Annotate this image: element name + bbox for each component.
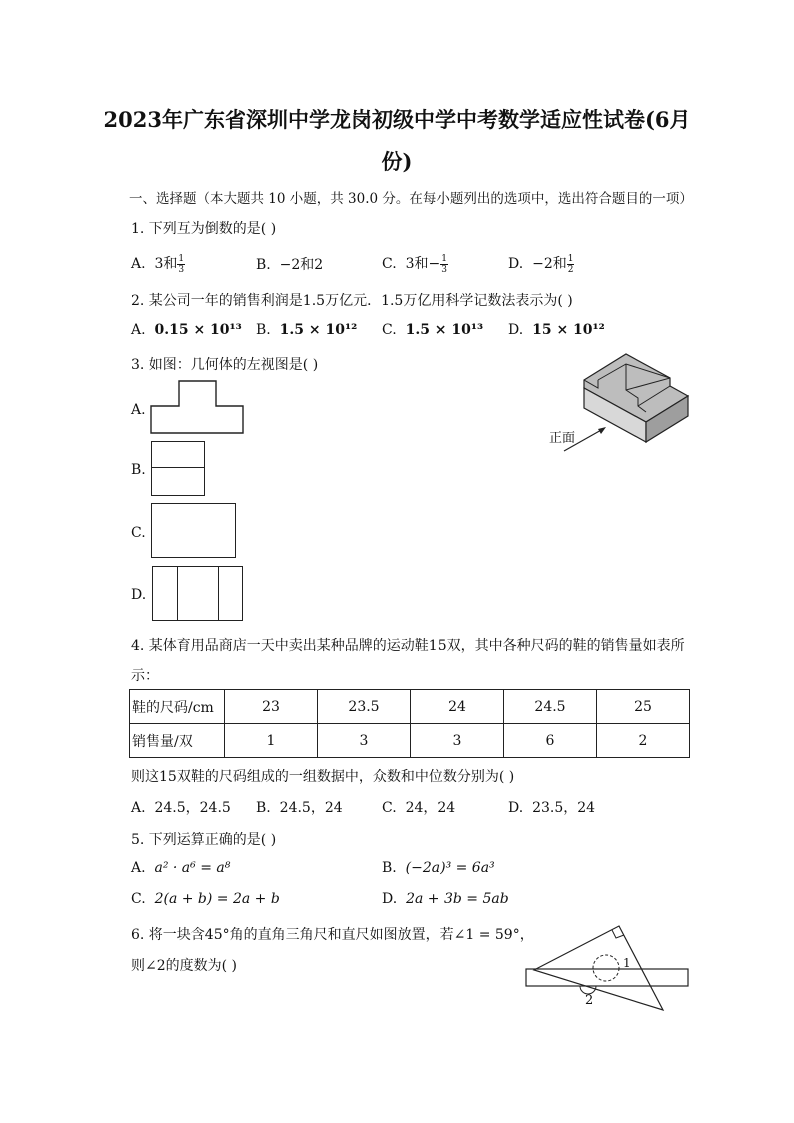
table-cell: 3 [318,724,411,758]
page-title: 2023年广东省深圳中学龙岗初级中学中考数学适应性试卷(6月 [103,107,691,132]
shoe-size-table [129,689,690,758]
table-row [130,690,690,724]
option-label: D. [508,322,524,338]
option-label: A. [131,800,146,816]
page-title-continued: 份) [381,149,413,174]
section-heading: 一、选择题（本大题共 10 小题，共 30.0 分。在每小题列出的选项中，选出符合题目的一项） [129,191,693,207]
option-text: 24.5，24.5 [154,800,231,816]
option-text: a² · a⁶ = a⁸ [154,860,231,876]
table-row [130,724,690,758]
q4-option-b [256,797,343,817]
option-label: A. [131,860,146,876]
q3-option-a-figure [150,380,246,436]
q2-option-d [508,322,605,338]
q5-option-d [382,891,509,907]
option-label: A. [131,322,146,338]
option-text: −2和2 [279,257,324,273]
table-cell: 24.5 [504,690,597,724]
table-cell: 1 [225,724,318,758]
table-cell: 23 [225,690,318,724]
option-label: B. [382,860,397,876]
numerator: 1 [178,253,185,264]
q2-option-b [256,322,357,338]
table-cell: 6 [504,724,597,758]
q5-option-a [131,860,230,876]
q3-option-b-figure [151,441,205,496]
q3-option-c-label: C. [131,525,146,541]
angle2-label: 2 [585,993,594,1008]
option-text: 0.15 × 10¹³ [154,322,242,338]
option-label: D. [508,800,524,816]
q1-stem: 1. 下列互为倒数的是( ) [131,221,277,237]
option-text: 2a + 3b = 5ab [406,891,509,907]
q2-option-a [131,322,242,338]
q4-question: 则这15双鞋的尺码组成的一组数据中，众数和中位数分别为( ) [131,769,515,785]
option-label: D. [382,891,398,907]
option-text: (−2a)³ = 6a³ [405,860,495,876]
q4-stem: 4. 某体育用品商店一天中卖出某种品牌的运动鞋15双，其中各种尺码的鞋的销售量如表所 [131,638,685,654]
option-text: 1.5 × 10¹³ [405,322,484,338]
denominator: 3 [441,264,447,275]
numerator: 1 [567,253,574,264]
q3-option-b-label: B. [131,462,146,478]
q1-option-c [382,253,448,275]
table-cell: 2 [597,724,690,758]
option-text: 24，24 [405,800,456,816]
q3-option-b-divider [151,467,205,468]
numerator: 1 [441,253,447,264]
option-text: 1.5 × 10¹² [279,322,358,338]
q3-option-a-label: A. [131,402,146,418]
option-label: C. [382,256,397,272]
option-label: C. [131,891,146,907]
option-label: B. [256,257,271,273]
front-arrow-head [598,427,606,434]
option-label: A. [131,256,146,272]
table-cell: 25 [597,690,690,724]
option-label: B. [256,800,271,816]
option-text: 3和− [405,256,441,272]
denominator: 2 [567,264,574,275]
fraction [177,254,185,275]
option-text: 15 × 10¹² [532,322,605,338]
fraction [440,254,448,275]
q6-stem: 6. 将一块含45°角的直角三角尺和直尺如图放置，若∠1 = 59°， [131,927,534,943]
option-text: 24.5，24 [279,800,343,816]
q4-option-a [131,797,231,817]
option-label: D. [508,256,524,272]
table-cell: 3 [411,724,504,758]
table-cell: 24 [411,690,504,724]
q3-stem: 3. 如图：几何体的左视图是( ) [131,357,319,373]
q1-option-a [131,253,185,275]
q3-option-d-figure [152,566,243,621]
denominator: 3 [178,264,185,275]
q4-stem-continued: 示： [131,668,159,684]
option-text: −2和 [532,256,567,272]
q1-option-b [256,254,323,274]
q3-option-d-divider [177,566,178,621]
set-square [534,926,663,1010]
q3-option-c-figure [151,503,236,558]
q5-option-b [382,860,495,876]
q1-option-d [508,253,574,275]
front-label: 正面 [549,431,576,446]
table-header-cell: 销售量/双 [130,724,225,758]
option-text: 23.5，24 [532,800,596,816]
q5-stem: 5. 下列运算正确的是( ) [131,832,277,848]
q2-option-c [382,322,483,338]
q6-stem-continued: 则∠2的度数为( ) [131,958,238,974]
triangle-ruler-figure [520,920,695,1020]
q4-option-c [382,797,455,817]
q2-stem: 2. 某公司一年的销售利润是1.5万亿元．1.5万亿用科学记数法表示为( ) [131,293,573,309]
q3-option-d-divider [218,566,219,621]
q3-option-d-label: D. [131,587,147,603]
option-text: 3和 [154,256,178,272]
angle1-label: 1 [623,956,631,970]
table-header-cell: 鞋的尺码/cm [130,690,225,724]
table-cell: 23.5 [318,690,411,724]
fraction [567,254,575,275]
option-label: B. [256,322,271,338]
ruler [526,969,688,986]
q4-option-d [508,797,595,817]
option-label: C. [382,800,397,816]
q5-option-c [131,891,280,907]
option-text: 2(a + b) = 2a + b [154,891,280,907]
option-label: C. [382,322,397,338]
